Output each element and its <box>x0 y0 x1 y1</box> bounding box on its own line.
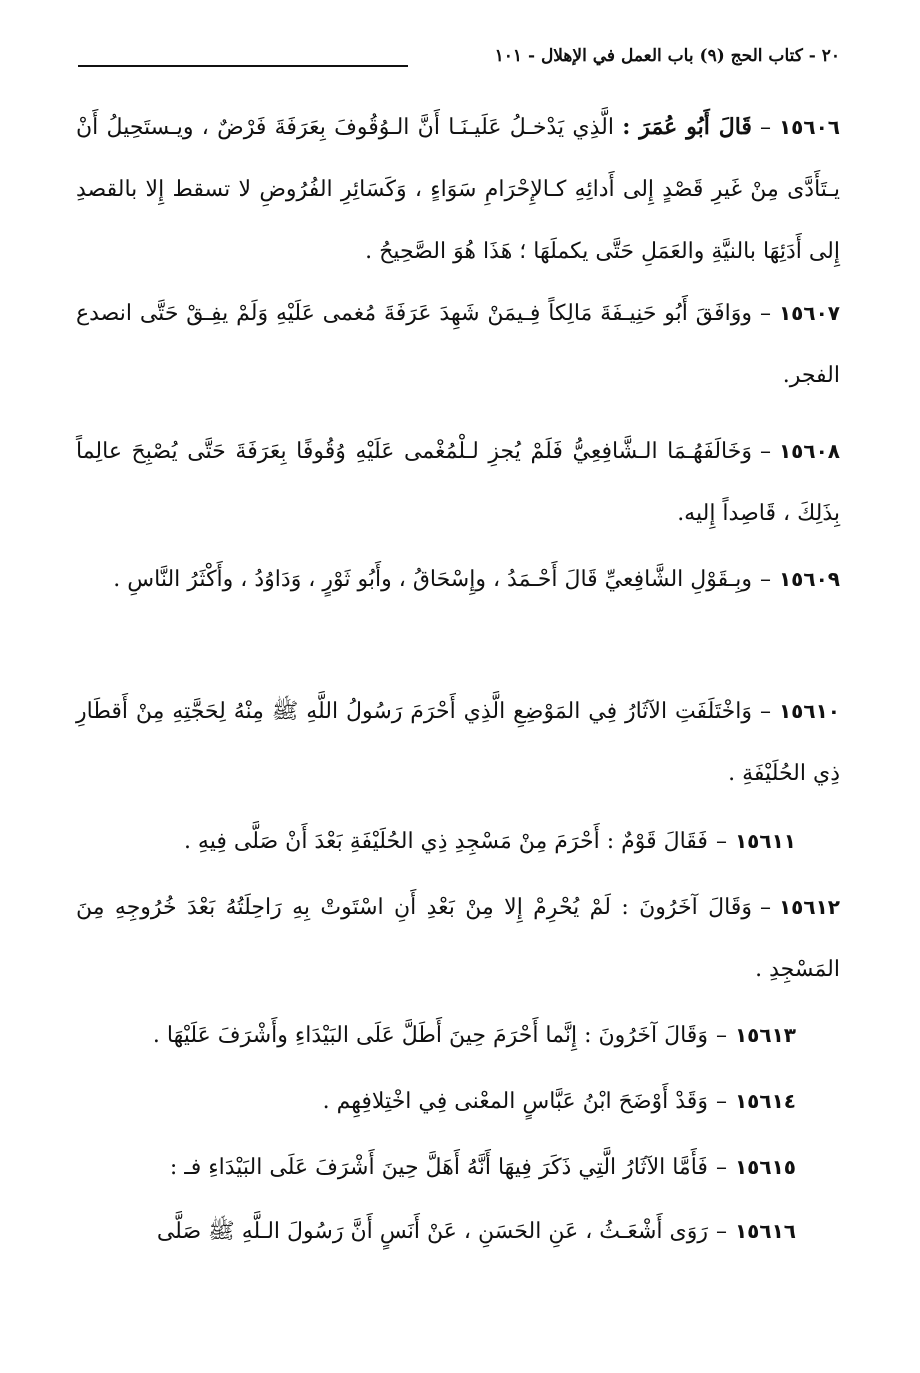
paragraph-number: ١٥٦٠٩ <box>778 567 840 591</box>
paragraph-text: وَاخْتَلَفَتِ الآثَارُ فِي المَوْضِعِ الَّذِي أَحْرَمَ رَسُولُ اللَّهِ ﷺ مِنْهُ لِحَجَّتِهِ مِنْ أَقطَارِ ذِي الحُلَيْفَةِ . <box>76 699 840 786</box>
page-header <box>78 38 840 78</box>
paragraph-number: ١٥٦١١ <box>734 829 796 853</box>
dash-separator: – <box>759 699 771 724</box>
paragraph-15606 <box>76 96 840 283</box>
dash-separator: – <box>715 1023 727 1048</box>
paragraph-15609 <box>76 548 840 611</box>
paragraph-15611 <box>80 810 796 873</box>
paragraph-number: ١٥٦١٥ <box>734 1155 796 1179</box>
speaker-label: قَالَ أَبُو عُمَرَ : <box>622 114 752 140</box>
paragraph-text: الَّذِي يَدْخـلُ عَلَيـنَـا أَنَّ الـوُقُوفَ بِعَرَفَةَ فَرْضٌ ، ويـستَحِيلُ أَنْ يـتَأَدَّى مِنْ غَيرِ قَصْدٍ إِلى أَدائِهِ كـالإِحْرَامِ سَوَاءٍ ، وَكَسَائِرِ الفُرُوضِ لا تسقط إِلا بالقصدِ إِلى أَدَئِهَا بالنيَّةِ والعَمَلِ حَتَّى يكملَهَا ؛ هَذَا هُوَ الصَّحِيحُ . <box>76 115 840 264</box>
paragraph-text: وَخَالَفَهُـمَا الـشَّافِعِيُّ فَلَمْ يُجزِ لـلْمُغْمى عَلَيْهِ وُقُوفًا بِعَرَفَةَ حَتَّى يُصْبِحَ عالِماً بِذَلِكَ ، قَاصِداً إِليه. <box>76 439 840 526</box>
running-title: ٢٠ - كتاب الحج (٩) باب العمل في الإهلال - ١٠١ <box>494 46 840 66</box>
dash-separator: – <box>759 895 771 920</box>
paragraph-number: ١٥٦١٤ <box>734 1089 796 1113</box>
paragraph-text: وَقَالَ آخَرُونَ : لَمْ يُحْرِمْ إِلا مِنْ بَعْدِ أَنِ اسْتَوتْ بِهِ رَاحِلَتُهُ بَعْدَ خُرُوجِهِ مِنَ المَسْجِدِ . <box>76 895 840 982</box>
paragraph-15614 <box>80 1070 796 1133</box>
dash-separator: – <box>715 1089 727 1114</box>
paragraph-text: ووَافَقَ أَبُو حَنِيـفَةَ مَالِكاً فِـيمَنْ شَهِدَ عَرَفَةَ مُغمى عَلَيْهِ وَلَمْ يفِـقْ حَتَّى انصدع الفجر. <box>76 301 840 388</box>
dash-separator: – <box>759 439 771 464</box>
header-rule <box>78 65 408 67</box>
paragraph-15610 <box>76 680 840 805</box>
paragraph-text: وَقَالَ آخَرُونَ : إِنَّما أَحْرَمَ حِينَ أَطَلَّ عَلَى البَيْدَاءِ وأَشْرَفَ عَلَيْهَا . <box>152 1023 708 1048</box>
paragraph-text: فَقَالَ قَوْمٌ : أَحْرَمَ مِنْ مَسْجِدِ ذِي الحُلَيْفَةِ بَعْدَ أَنْ صَلَّى فِيهِ . <box>183 829 708 854</box>
paragraph-15612 <box>76 876 840 1001</box>
paragraph-15607 <box>76 282 840 407</box>
paragraph-text: وبِـقَوْلِ الشَّافِعيِّ قَالَ أَحْـمَدُ ، وإِسْحَاقُ ، وأَبُو ثَوْرٍ ، وَدَاوُدُ ، وأَكْثَرُ النَّاسِ . <box>113 567 752 592</box>
dash-separator: – <box>715 1219 727 1244</box>
paragraph-number: ١٥٦٠٨ <box>778 439 840 463</box>
dash-separator: – <box>759 115 771 140</box>
paragraph-number: ١٥٦١٣ <box>734 1023 796 1047</box>
paragraph-number: ١٥٦١٠ <box>778 699 840 723</box>
paragraph-text: رَوَى أَشْعَـثُ ، عَنِ الحَسَنِ ، عَنْ أَنَسٍ أَنَّ رَسُولَ الـلَّهِ ﷺ صَلَّى <box>156 1219 708 1244</box>
paragraph-15616 <box>80 1200 796 1263</box>
paragraph-number: ١٥٦١٢ <box>778 895 840 919</box>
paragraph-number: ١٥٦٠٦ <box>778 115 840 139</box>
paragraph-text: وَقَدْ أَوْضَحَ ابْنُ عَبَّاسٍ المعْنى فِي اخْتِلافِهِم . <box>322 1089 708 1114</box>
dash-separator: – <box>715 1155 727 1180</box>
paragraph-number: ١٥٦٠٧ <box>778 301 840 325</box>
paragraph-15615 <box>80 1136 796 1199</box>
dash-separator: – <box>759 301 771 326</box>
paragraph-15608 <box>76 420 840 545</box>
paragraph-text: فَأَمَّا الآثَارُ الَّتِي ذَكَرَ فِيهَا أَنَّهُ أَهَلَّ حِينَ أَشْرَفَ عَلَى البَيْدَاءِ فـ : <box>169 1155 708 1180</box>
paragraph-15613 <box>80 1004 796 1067</box>
dash-separator: – <box>715 829 727 854</box>
paragraph-number: ١٥٦١٦ <box>734 1219 796 1243</box>
dash-separator: – <box>759 567 771 592</box>
